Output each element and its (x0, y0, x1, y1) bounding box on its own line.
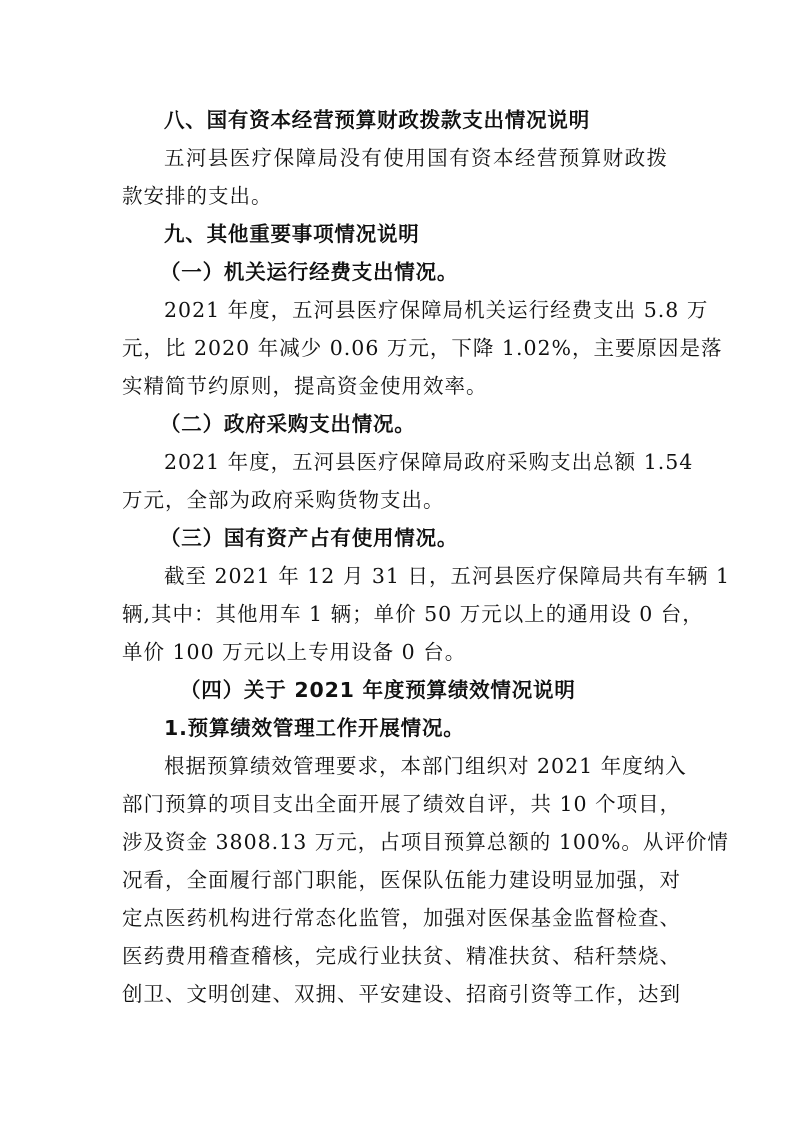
item-1-paragraph-line-3: 涉及资金 3808.13 万元，占项目预算总额的 100%。从评价情 (122, 830, 729, 854)
subsection-3-paragraph-line-2: 辆,其中：其他用车 1 辆；单价 50 万元以上的通用设 0 台， (122, 602, 704, 626)
subsection-3-heading: （三）国有资产占有使用情况。 (160, 526, 459, 550)
item-1-paragraph-line-6: 医药费用稽查稽核，完成行业扶贫、精准扶贫、秸秆禁烧、 (122, 944, 681, 968)
section-9-heading: 九、其他重要事项情况说明 (164, 222, 420, 246)
subsection-4-heading: （四）关于 2021 年度预算绩效情况说明 (180, 678, 576, 702)
section-8-paragraph-line-2: 款安排的支出。 (122, 184, 273, 208)
item-1-paragraph-line-7: 创卫、文明创建、双拥、平安建设、招商引资等工作，达到 (122, 982, 681, 1006)
subsection-1-paragraph-line-1: 2021 年度，五河县医疗保障局机关运行经费支出 5.8 万 (164, 298, 709, 322)
section-8-heading: 八、国有资本经营预算财政拨款支出情况说明 (164, 108, 590, 132)
subsection-2-heading: （二）政府采购支出情况。 (160, 412, 416, 436)
subsection-1-paragraph-line-2: 元，比 2020 年减少 0.06 万元，下降 1.02%，主要原因是落 (122, 336, 723, 360)
subsection-3-paragraph-line-3: 单价 100 万元以上专用设备 0 台。 (122, 640, 467, 664)
item-1-paragraph-line-4: 况看，全面履行部门职能，医保队伍能力建设明显加强，对 (122, 868, 681, 892)
subsection-1-paragraph-line-3: 实精简节约原则，提高资金使用效率。 (122, 374, 488, 398)
item-1-heading: 1.预算绩效管理工作开展情况。 (164, 716, 465, 740)
subsection-3-paragraph-line-1: 截至 2021 年 12 月 31 日，五河县医疗保障局共有车辆 1 (164, 564, 730, 588)
item-1-paragraph-line-1: 根据预算绩效管理要求，本部门组织对 2021 年度纳入 (164, 754, 687, 778)
subsection-2-paragraph-line-1: 2021 年度，五河县医疗保障局政府采购支出总额 1.54 (164, 450, 694, 474)
subsection-1-heading: （一）机关运行经费支出情况。 (160, 260, 459, 284)
item-1-paragraph-line-2: 部门预算的项目支出全面开展了绩效自评，共 10 个项目， (122, 792, 682, 816)
section-8-paragraph-line-1: 五河县医疗保障局没有使用国有资本经营预算财政拨 (164, 146, 668, 170)
subsection-2-paragraph-line-2: 万元，全部为政府采购货物支出。 (122, 488, 445, 512)
item-1-paragraph-line-5: 定点医药机构进行常态化监管，加强对医保基金监督检查、 (122, 906, 681, 930)
